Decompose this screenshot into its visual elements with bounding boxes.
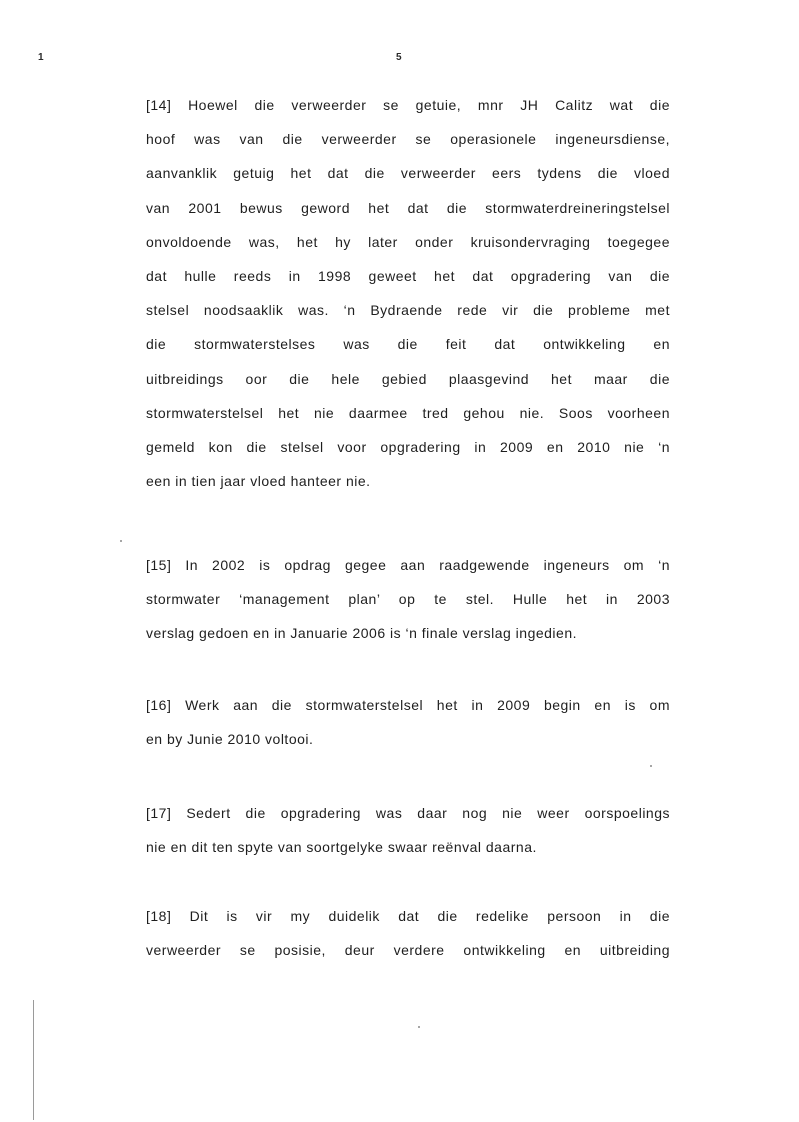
text-line: die stormwaterstelses was die feit dat ontwikkeling en <box>146 336 670 353</box>
text-line: aanvanklik getuig het dat die verweerder eers tydens die vloed <box>146 165 670 182</box>
text-line: verslag gedoen en in Januarie 2006 is ‘n finale verslag ingedien. <box>146 625 577 642</box>
scan-speck <box>120 540 122 542</box>
text-line: [17] Sedert die opgradering was daar nog nie weer oorspoelings <box>146 805 670 821</box>
text-line: dat hulle reeds in 1998 geweet het dat opgradering van die <box>146 267 670 284</box>
corner-mark: 1 <box>38 52 44 63</box>
text-line: stormwater ‘management plan’ op te stel. Hulle het in 2003 <box>146 591 670 608</box>
text-line: [18] Dit is vir my duidelik dat die redelike persoon in die <box>146 908 670 924</box>
text-line: en by Junie 2010 voltooi. <box>146 731 314 748</box>
text-line: [15] In 2002 is opdrag gegee aan raadgewende ingeneurs om ‘n <box>146 557 670 573</box>
text-line: een in tien jaar vloed hanteer nie. <box>146 473 371 490</box>
text-line: nie en dit ten spyte van soortgelyke swaar reënval daarna. <box>146 839 537 856</box>
paragraph-18 <box>146 899 670 967</box>
text-line: hoof was van die verweerder se operasionele ingeneursdiense, <box>146 131 670 148</box>
paragraph-16 <box>146 688 670 756</box>
paragraph-15 <box>146 548 670 651</box>
page-number: 5 <box>396 52 402 63</box>
paragraph-17 <box>146 796 670 864</box>
paragraph-14 <box>146 88 670 498</box>
text-line: [14] Hoewel die verweerder se getuie, mnr JH Calitz wat die <box>146 97 670 113</box>
text-line: gemeld kon die stelsel voor opgradering in 2009 en 2010 nie ‘n <box>146 438 670 455</box>
text-line: van 2001 bewus geword het dat die stormwaterdreineringstelsel <box>146 199 670 216</box>
scan-speck <box>418 1026 420 1028</box>
text-line: verweerder se posisie, deur verdere ontwikkeling en uitbreiding <box>146 942 670 959</box>
text-line: stelsel noodsaaklik was. ‘n Bydraende rede vir die probleme met <box>146 302 670 319</box>
text-line: uitbreidings oor die hele gebied plaasgevind het maar die <box>146 370 670 387</box>
text-line: onvoldoende was, het hy later onder kruisondervraging toegegee <box>146 233 670 250</box>
text-line: [16] Werk aan die stormwaterstelsel het in 2009 begin en is om <box>146 697 670 713</box>
text-line: stormwaterstelsel het nie daarmee tred gehou nie. Soos voorheen <box>146 404 670 421</box>
scan-speck <box>650 765 652 767</box>
margin-line <box>33 1000 34 1120</box>
